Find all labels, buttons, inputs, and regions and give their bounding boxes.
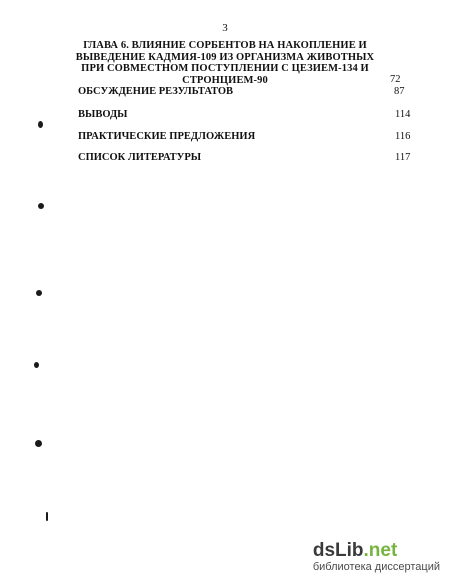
- toc-entry-conclusions: ВЫВОДЫ: [78, 109, 128, 120]
- toc-entry-recommendations-page: 116: [395, 131, 411, 142]
- scan-speck: [36, 290, 42, 296]
- toc-chapter-6-line-3: ПРИ СОВМЕСТНОМ ПОСТУПЛЕНИИ С ЦЕЗИЕМ-134 И: [81, 63, 369, 74]
- toc-entry-conclusions-page: 114: [395, 109, 411, 120]
- toc-chapter-6-page: 72: [390, 74, 401, 85]
- logo-main-text: dsLib: [312, 540, 364, 561]
- scan-speck: [38, 121, 43, 128]
- scan-speck: [35, 440, 42, 447]
- toc-chapter-6-title: [60, 40, 390, 86]
- dslib-tagline: библиотека диссертаций: [312, 561, 440, 573]
- toc-entry-discussion-page: 87: [394, 86, 405, 97]
- toc-entry-references: СПИСОК ЛИТЕРАТУРЫ: [78, 152, 202, 163]
- toc-chapter-6-line-1: ГЛАВА 6. ВЛИЯНИЕ СОРБЕНТОВ НА НАКОПЛЕНИЕ И: [83, 40, 367, 51]
- scan-speck: [46, 512, 48, 521]
- toc-chapter-6-line-4: СТРОНЦИЕМ-90: [182, 74, 268, 86]
- toc-entry-discussion: ОБСУЖДЕНИЕ РЕЗУЛЬТАТОВ: [78, 86, 234, 97]
- toc-chapter-6-line-2: ВЫВЕДЕНИЕ КАДМИЯ-109 ИЗ ОРГАНИЗМА ЖИВОТНЫХ: [75, 51, 375, 63]
- logo-domain-text: .net: [363, 540, 398, 561]
- page-number: 3: [222, 22, 228, 34]
- dslib-logo: [313, 541, 440, 561]
- scan-speck: [34, 362, 39, 368]
- toc-entry-recommendations: ПРАКТИЧЕСКИЕ ПРЕДЛОЖЕНИЯ: [78, 131, 256, 142]
- dslib-watermark: [313, 541, 440, 574]
- toc-entry-references-page: 117: [395, 152, 411, 163]
- scan-speck: [38, 203, 44, 209]
